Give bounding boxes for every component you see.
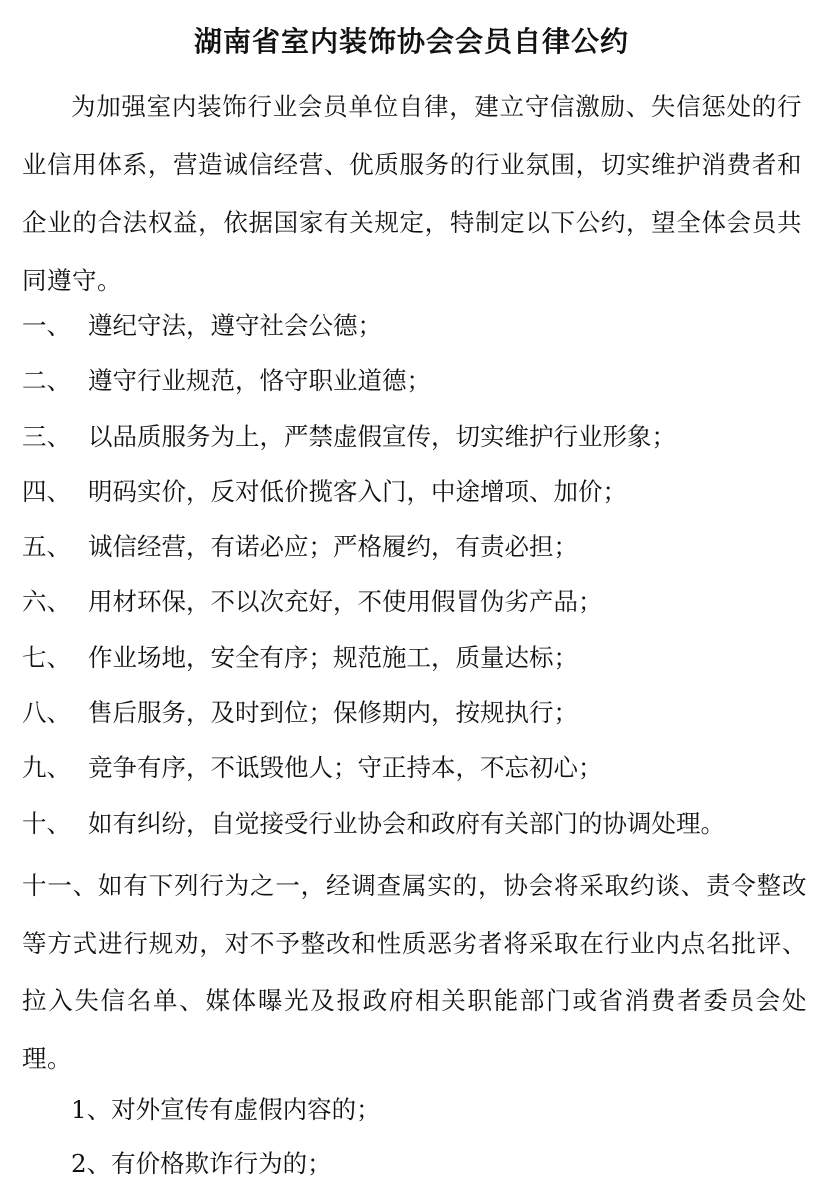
list-item — [22, 630, 812, 685]
item-number: 九、 — [22, 753, 71, 783]
item-text: 遵纪守法，遵守社会公德； — [88, 311, 382, 340]
list-item — [22, 409, 812, 464]
item-number: 五、 — [22, 532, 71, 562]
rules-list — [22, 298, 812, 851]
item-text: 用材环保，不以次充好，不使用假冒伪劣产品； — [88, 587, 603, 617]
item-number: 四、 — [22, 476, 71, 506]
item-number: 二、 — [22, 366, 71, 396]
list-item — [22, 685, 812, 740]
item-text: 以品质服务为上，严禁虚假宣传，切实维护行业形象； — [88, 421, 676, 451]
item-text: 作业场地，安全有序；规范施工，质量达标； — [88, 642, 578, 672]
item-text: 如有纠纷，自觉接受行业协会和政府有关部门的协调处理。 — [88, 808, 725, 838]
list-item — [22, 740, 812, 795]
item-text: 明码实价，反对低价揽客入门，中途增项、加价； — [88, 476, 627, 506]
page-title: 湖南省室内装饰协会会员自律公约 — [193, 25, 629, 58]
item-number: 八、 — [22, 698, 71, 728]
item-number: 六、 — [22, 587, 71, 617]
list-item — [22, 353, 812, 408]
list-item — [22, 796, 812, 851]
list-item — [22, 298, 812, 353]
item-number: 七、 — [22, 642, 71, 672]
sub-item: 1、对外宣传有虚假内容的； — [71, 1095, 381, 1124]
item-eleven-paragraph: 十一、如有下列行为之一，经调查属实的，协会将采取约谈、责令整改等方式进行规劝，对不予整改和性质恶劣者将采取在行业内点名批评、拉入失信名单、媒体曝光及报政府相关职能部门或省消费者委员会处理。 — [22, 871, 807, 1073]
sub-item: 2、有价格欺诈行为的； — [71, 1149, 332, 1178]
list-item — [22, 519, 812, 574]
item-text: 售后服务，及时到位；保修期内，按规执行； — [88, 698, 578, 728]
item-number: 十、 — [22, 808, 71, 838]
item-text: 诚信经营，有诺必应；严格履约，有责必担； — [88, 532, 578, 562]
item-text: 遵守行业规范，恪守职业道德； — [88, 366, 431, 396]
item-number: 三、 — [22, 421, 71, 451]
item-number: 一、 — [22, 311, 71, 340]
list-item — [22, 464, 812, 519]
list-item — [22, 574, 812, 629]
item-text: 竞争有序，不诋毁他人；守正持本，不忘初心； — [88, 753, 603, 783]
intro-paragraph: 为加强室内装饰行业会员单位自律，建立守信激励、失信惩处的行业信用体系，营造诚信经营、优质服务的行业氛围，切实维护消费者和企业的合法权益，依据国家有关规定，特制定以下公约，望全体会员共同遵守。 — [22, 92, 802, 295]
